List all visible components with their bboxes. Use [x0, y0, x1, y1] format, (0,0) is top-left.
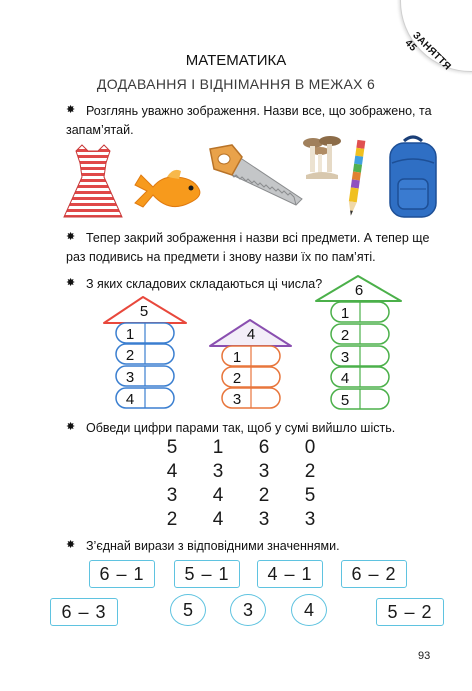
task-2-line-1: Тепер закрий зображення і назви всі предмети. А тепер ще [86, 231, 430, 245]
grid-digit[interactable]: 3 [166, 485, 178, 506]
house-row[interactable] [222, 346, 280, 366]
house-row-number: 1 [340, 305, 350, 322]
house-row[interactable] [116, 388, 174, 408]
house-row-number: 5 [340, 392, 350, 409]
house-row-number: 3 [125, 369, 135, 386]
value-circle[interactable]: 3 [230, 594, 266, 626]
grid-digit[interactable]: 0 [304, 437, 316, 458]
corner-tab-label: ЗАНЯТТЯ 45 [402, 30, 453, 73]
house-5 [104, 297, 186, 408]
grid-digit[interactable]: 3 [258, 509, 270, 530]
grid-digit[interactable]: 3 [212, 461, 224, 482]
task-5-text: З’єднай вирази з відповідними значеннями. [86, 539, 340, 553]
house-row[interactable] [116, 323, 174, 343]
task-4-text: Обведи цифри парами так, щоб у сумі вийшло шість. [86, 421, 396, 435]
house-row[interactable] [331, 346, 389, 366]
grid-digit[interactable]: 6 [258, 437, 270, 458]
bullet-icon: ✸ [66, 539, 76, 551]
house-top-number[interactable]: 6 [354, 282, 364, 299]
grid-digit[interactable]: 4 [212, 509, 224, 530]
house-4 [210, 320, 291, 408]
grid-digit[interactable]: 4 [166, 461, 178, 482]
house-row[interactable] [116, 344, 174, 364]
grid-digit[interactable]: 5 [304, 485, 316, 506]
task-1-line-1: Розглянь уважно зображення. Назви все, що зображено, та [86, 104, 432, 118]
page-subtitle: ДОДАВАННЯ І ВІДНІМАННЯ В МЕЖАХ 6 [96, 76, 376, 92]
grid-digit[interactable]: 5 [166, 437, 178, 458]
house-row-number: 4 [125, 391, 135, 408]
house-row-number: 2 [125, 347, 135, 364]
house-row-number: 3 [340, 349, 350, 366]
value-circle[interactable]: 5 [170, 594, 206, 626]
expression-box[interactable]: 6 – 3 [50, 598, 118, 626]
house-row-number: 1 [232, 349, 242, 366]
house-row[interactable] [222, 367, 280, 387]
task-1-line-2: запам’ятай. [66, 123, 134, 137]
house-row-number: 4 [340, 370, 350, 387]
house-row-number: 2 [340, 327, 350, 344]
house-row[interactable] [331, 367, 389, 387]
grid-digit[interactable]: 1 [212, 437, 224, 458]
house-row[interactable] [331, 324, 389, 344]
expression-box[interactable]: 6 – 2 [341, 560, 407, 588]
house-row[interactable] [331, 389, 389, 409]
grid-digit[interactable]: 3 [304, 509, 316, 530]
value-circle[interactable]: 4 [291, 594, 327, 626]
house-row[interactable] [331, 302, 389, 322]
page-title: МАТЕМАТИКА [185, 52, 287, 69]
house-row[interactable] [222, 388, 280, 408]
expression-box[interactable]: 4 – 1 [257, 560, 323, 588]
house-row-number: 1 [125, 326, 135, 343]
grid-digit[interactable]: 2 [304, 461, 316, 482]
page-number: 93 [418, 650, 431, 662]
expression-box[interactable]: 5 – 2 [376, 598, 444, 626]
house-top-number[interactable]: 5 [139, 303, 149, 320]
grid-digit[interactable]: 3 [258, 461, 270, 482]
grid-digit[interactable]: 2 [166, 509, 178, 530]
bullet-icon: ✸ [66, 421, 76, 433]
house-row-number: 3 [232, 391, 242, 408]
expression-box[interactable]: 6 – 1 [89, 560, 155, 588]
expression-box[interactable]: 5 – 1 [174, 560, 240, 588]
grid-digit[interactable]: 2 [258, 485, 270, 506]
house-top-number[interactable]: 4 [246, 326, 256, 343]
bullet-icon: ✸ [66, 104, 76, 116]
task-2-line-2: раз подивись на предмети і знову назви їх по пам’яті. [66, 250, 376, 264]
bullet-icon: ✸ [66, 231, 76, 243]
house-row-number: 2 [232, 370, 242, 387]
bullet-icon: ✸ [66, 277, 76, 289]
task-3-text: З яких складових складаються ці числа? [86, 277, 323, 291]
grid-digit[interactable]: 4 [212, 485, 224, 506]
house-6 [316, 276, 401, 409]
house-row[interactable] [116, 366, 174, 386]
